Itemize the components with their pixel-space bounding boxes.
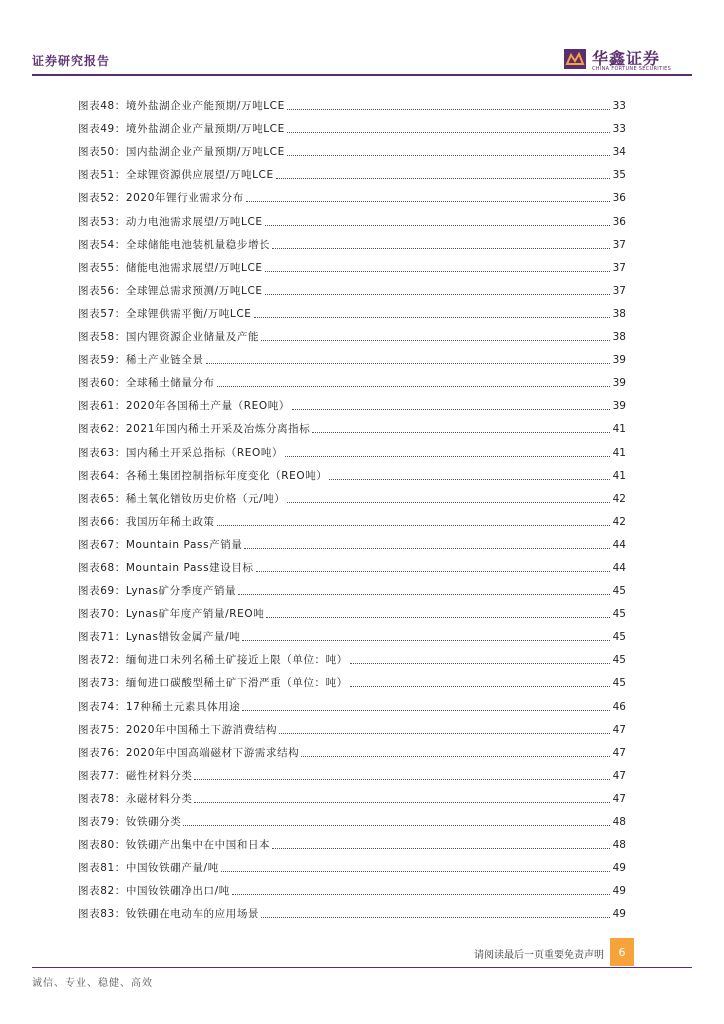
- toc-entry-page: 37: [612, 238, 626, 251]
- toc-entry-page: 45: [612, 585, 626, 598]
- page-number-badge: 6: [610, 938, 634, 966]
- toc-entry-label: 图表71：Lynas镨钕金属产量/吨: [78, 631, 241, 644]
- toc-entry-page: 49: [612, 862, 626, 875]
- toc-leader-dots: [242, 710, 610, 711]
- toc-entry-page: 34: [612, 146, 626, 159]
- toc-entry[interactable]: [78, 275, 626, 298]
- toc-entry-label: 图表58：国内锂资源企业储量及产能: [78, 331, 260, 344]
- toc-leader-dots: [287, 502, 610, 503]
- toc-leader-dots: [232, 894, 610, 895]
- toc-leader-dots: [287, 109, 610, 110]
- toc-entry-label: 图表62：2021年国内稀土开采及冶炼分离指标: [78, 423, 311, 436]
- toc-leader-dots: [254, 317, 610, 318]
- toc-entry[interactable]: [78, 829, 626, 852]
- toc-entry-label: 图表56：全球锂总需求预测/万吨LCE: [78, 284, 263, 297]
- toc-entry-page: 42: [612, 515, 626, 528]
- toc-entry-label: 图表66：我国历年稀土政策: [78, 515, 215, 528]
- toc-leader-dots: [183, 825, 610, 826]
- toc-entry-label: 图表73：缅甸进口碳酸型稀土矿下滑严重（单位：吨）: [78, 677, 348, 690]
- toc-entry-page: 49: [612, 885, 626, 898]
- toc-leader-dots: [265, 294, 610, 295]
- toc-entry[interactable]: [78, 159, 626, 182]
- toc-entry-page: 48: [612, 839, 626, 852]
- toc-entry[interactable]: [78, 598, 626, 621]
- toc-entry-label: 图表57：全球锂供需平衡/万吨LCE: [78, 307, 252, 320]
- toc-entry-page: 39: [612, 377, 626, 390]
- toc-entry[interactable]: [78, 806, 626, 829]
- toc-entry-label: 图表76：2020年中国高端磁材下游需求结构: [78, 746, 300, 759]
- toc-leader-dots: [194, 802, 610, 803]
- toc-entry[interactable]: [78, 460, 626, 483]
- toc-leader-dots: [221, 871, 610, 872]
- toc-entry-label: 图表59：稀土产业链全景: [78, 354, 204, 367]
- toc-entry-page: 41: [612, 446, 626, 459]
- toc-entry-label: 图表75：2020年中国稀土下游消费结构: [78, 723, 278, 736]
- toc-leader-dots: [272, 248, 610, 249]
- toc-entry-label: 图表52：2020年锂行业需求分布: [78, 192, 244, 205]
- toc-entry-label: 图表70：Lynas矿年度产销量/REO吨: [78, 608, 265, 621]
- toc-leader-dots: [265, 225, 610, 226]
- toc-leader-dots: [292, 409, 610, 410]
- toc-entry-page: 45: [612, 677, 626, 690]
- toc-leader-dots: [217, 386, 610, 387]
- toc-entry[interactable]: [78, 182, 626, 205]
- toc-leader-dots: [242, 640, 610, 641]
- toc-entry-page: 49: [612, 908, 626, 921]
- toc-entry-label: 图表60：全球稀土储量分布: [78, 377, 215, 390]
- toc-entry-page: 36: [612, 215, 626, 228]
- toc-entry-label: 图表78：永磁材料分类: [78, 792, 193, 805]
- toc-entry-label: 图表54：全球储能电池装机量稳步增长: [78, 238, 271, 251]
- toc-leader-dots: [287, 155, 610, 156]
- toc-entry[interactable]: [78, 136, 626, 159]
- toc-entry-page: 47: [612, 769, 626, 782]
- company-logo: [564, 45, 672, 75]
- toc-entry-page: 38: [612, 307, 626, 320]
- toc-entry-label: 图表82：中国钕铁硼净出口/吨: [78, 885, 230, 898]
- toc-entry-page: 39: [612, 354, 626, 367]
- toc-entry-label: 图表55：储能电池需求展望/万吨LCE: [78, 261, 263, 274]
- footer-divider: [32, 967, 692, 968]
- toc-entry[interactable]: [78, 621, 626, 644]
- toc-entry-label: 图表64：各稀土集团控制指标年度变化（REO吨）: [78, 469, 328, 482]
- toc-entry-label: 图表80：钕铁硼产出集中在中国和日本: [78, 839, 271, 852]
- header-divider: [32, 74, 692, 76]
- toc-entry[interactable]: [78, 852, 626, 875]
- toc-leader-dots: [217, 525, 610, 526]
- disclaimer-note: 请阅读最后一页重要免责声明: [474, 950, 604, 961]
- toc-entry[interactable]: [78, 875, 626, 898]
- toc-leader-dots: [287, 132, 610, 133]
- toc-entry[interactable]: [78, 690, 626, 713]
- toc-entry-label: 图表65：稀土氧化镨钕历史价格（元/吨）: [78, 492, 286, 505]
- toc-entry-page: 44: [612, 538, 626, 551]
- toc-entry-page: 41: [612, 469, 626, 482]
- toc-leader-dots: [246, 201, 610, 202]
- toc-leader-dots: [261, 917, 610, 918]
- toc-entry-page: 47: [612, 792, 626, 805]
- toc-entry[interactable]: [78, 205, 626, 228]
- toc-entry-label: 图表67：Mountain Pass产销量: [78, 538, 243, 551]
- logo-text-cn: 华鑫证券: [592, 49, 661, 68]
- toc-entry-page: 41: [612, 423, 626, 436]
- toc-entry[interactable]: [78, 321, 626, 344]
- toc-entry-label: 图表69：Lynas矿分季度产销量: [78, 585, 237, 598]
- toc-leader-dots: [279, 733, 610, 734]
- toc-entry[interactable]: [78, 667, 626, 690]
- toc-leader-dots: [244, 548, 610, 549]
- toc-entry[interactable]: [78, 90, 626, 113]
- toc-entry-label: 图表68：Mountain Pass建设目标: [78, 561, 254, 574]
- toc-entry[interactable]: [78, 783, 626, 806]
- toc-entry-page: 33: [612, 100, 626, 113]
- toc-leader-dots: [350, 686, 610, 687]
- toc-leader-dots: [312, 432, 610, 433]
- toc-leader-dots: [350, 663, 610, 664]
- toc-entry-page: 39: [612, 400, 626, 413]
- logo-text-en: CHINA FORTUNE SECURITIES: [592, 66, 672, 72]
- toc-entry-label: 图表48：境外盐湖企业产能预期/万吨LCE: [78, 100, 285, 113]
- toc-entry[interactable]: [78, 298, 626, 321]
- toc-entry[interactable]: [78, 714, 626, 737]
- toc-entry-label: 图表49：境外盐湖企业产量预期/万吨LCE: [78, 123, 285, 136]
- toc-entry-label: 图表72：缅甸进口未列名稀土矿接近上限（单位：吨）: [78, 654, 348, 667]
- toc-entry-page: 45: [612, 654, 626, 667]
- toc-entry-page: 37: [612, 284, 626, 297]
- toc-entry[interactable]: [78, 760, 626, 783]
- toc-entry-page: 38: [612, 331, 626, 344]
- toc-entry-label: 图表77：磁性材料分类: [78, 769, 193, 782]
- toc-entry-page: 45: [612, 631, 626, 644]
- toc-entry[interactable]: [78, 436, 626, 459]
- toc-entry-page: 33: [612, 123, 626, 136]
- toc-entry-page: 47: [612, 723, 626, 736]
- toc-entry[interactable]: [78, 252, 626, 275]
- toc-entry-page: 35: [612, 169, 626, 182]
- toc-entry-label: 图表79：钕铁硼分类: [78, 816, 182, 828]
- toc-entry[interactable]: [78, 737, 626, 760]
- table-of-figures: [78, 90, 626, 921]
- toc-entry-label: 图表81：中国钕铁硼产量/吨: [78, 862, 219, 875]
- toc-entry-label: 图表74：17种稀土元素具体用途: [78, 700, 241, 713]
- toc-entry-page: 45: [612, 608, 626, 621]
- toc-leader-dots: [272, 848, 610, 849]
- toc-entry-page: 42: [612, 492, 626, 505]
- toc-entry[interactable]: [78, 898, 626, 921]
- logo-mark-icon: [564, 49, 586, 69]
- report-type-label: 证券研究报告: [32, 54, 111, 68]
- toc-entry-page: 37: [612, 261, 626, 274]
- toc-entry-page: 48: [612, 816, 626, 828]
- toc-entry[interactable]: [78, 575, 626, 598]
- toc-entry-page: 36: [612, 192, 626, 205]
- toc-entry-label: 图表61：2020年各国稀土产量（REO吨）: [78, 400, 290, 413]
- toc-entry[interactable]: [78, 529, 626, 552]
- toc-leader-dots: [194, 779, 610, 780]
- toc-entry[interactable]: [78, 483, 626, 506]
- toc-leader-dots: [261, 340, 610, 341]
- toc-entry[interactable]: [78, 644, 626, 667]
- toc-leader-dots: [206, 363, 610, 364]
- toc-entry-label: 图表63：国内稀土开采总指标（REO吨）: [78, 446, 284, 459]
- toc-leader-dots: [256, 571, 610, 572]
- toc-entry[interactable]: [78, 413, 626, 436]
- toc-entry-label: 图表83：钕铁硼在电动车的应用场景: [78, 908, 260, 921]
- toc-entry-label: 图表51：全球锂资源供应展望/万吨LCE: [78, 169, 274, 182]
- toc-leader-dots: [329, 479, 610, 480]
- toc-leader-dots: [301, 756, 610, 757]
- toc-entry[interactable]: [78, 506, 626, 529]
- footer-slogan: 诚信、专业、稳健、高效: [32, 978, 153, 989]
- toc-leader-dots: [238, 594, 610, 595]
- toc-entry-page: 44: [612, 561, 626, 574]
- toc-leader-dots: [266, 617, 610, 618]
- toc-entry[interactable]: [78, 390, 626, 413]
- toc-entry[interactable]: [78, 229, 626, 252]
- toc-entry[interactable]: [78, 113, 626, 136]
- toc-entry[interactable]: [78, 367, 626, 390]
- toc-entry[interactable]: [78, 344, 626, 367]
- toc-entry-label: 图表53：动力电池需求展望/万吨LCE: [78, 215, 263, 228]
- toc-entry-page: 47: [612, 746, 626, 759]
- toc-entry-label: 图表50：国内盐湖企业产量预期/万吨LCE: [78, 146, 285, 159]
- toc-entry-page: 46: [612, 700, 626, 713]
- toc-leader-dots: [265, 271, 610, 272]
- toc-entry[interactable]: [78, 552, 626, 575]
- toc-leader-dots: [276, 178, 610, 179]
- toc-leader-dots: [285, 456, 610, 457]
